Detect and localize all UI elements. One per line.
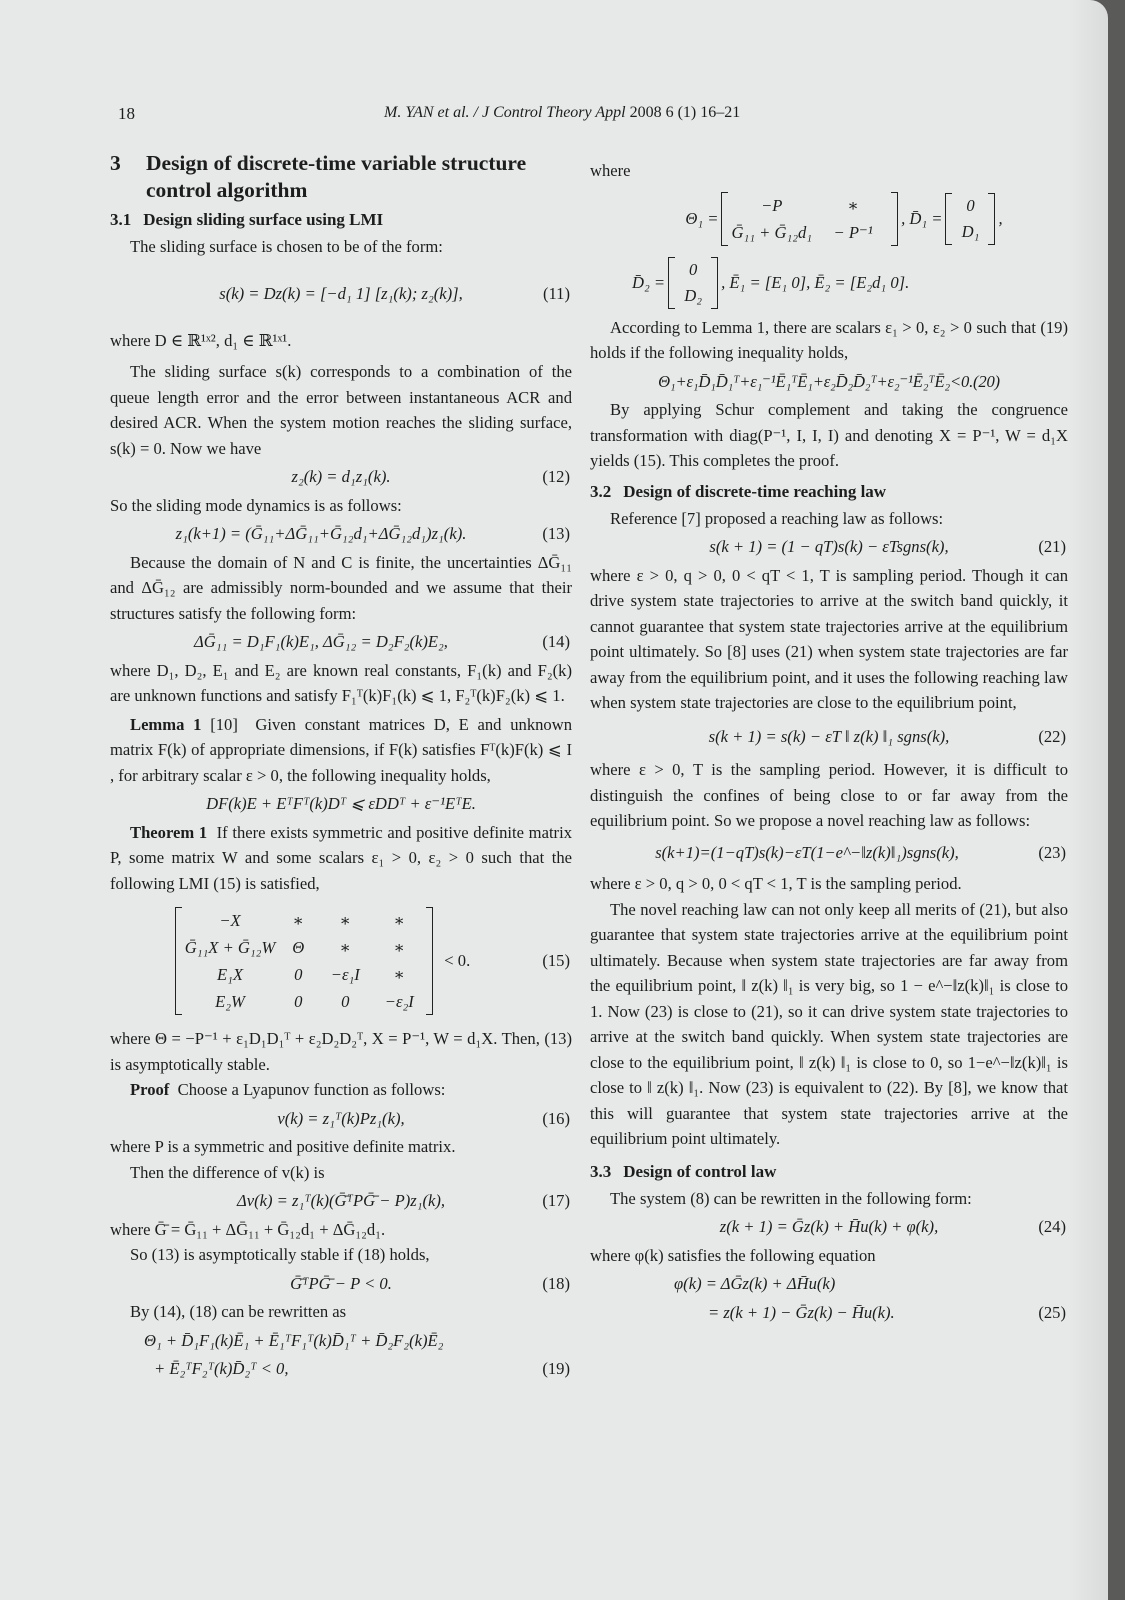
equation-20 [590,369,1068,395]
equation-25b [590,1300,1068,1326]
equation-14 [110,629,572,655]
equation-number: (22) [1038,726,1066,746]
left-column [110,150,572,1385]
d2-col [678,257,708,309]
section-number: 3 [110,151,121,175]
running-head-authors: M. YAN et al. [384,104,470,121]
paragraph: Then the difference of v(k) is [130,1162,325,1182]
d2-cell: 0 [688,259,698,279]
proof [110,1077,572,1103]
lmi-cell: ∗ [292,911,304,930]
lmi-cell: 0 [294,992,303,1011]
paragraph: where P is a symmetric and positive definite matrix. [110,1137,456,1156]
equation-number: (18) [542,1273,570,1293]
right-bracket [891,192,898,246]
equation-number: (19) [542,1359,570,1378]
equation-23 [590,840,1068,866]
running-head-issue: 2008 6 (1) 16–21 [629,104,741,121]
lmi-matrix [172,907,470,1015]
equation-number: (16) [542,1108,570,1128]
paragraph: So the sliding mode dynamics is as follows: [110,495,402,515]
equation-19b [110,1356,572,1382]
equation-21-body: s(k + 1) = (1 − qT)s(k) − εTsgns(k), [709,537,949,556]
subsection-number: 3.2 [590,481,612,501]
equation-13 [110,521,572,547]
equation-number: (17) [542,1191,570,1210]
equation-24-body: z(k + 1) = Ḡz(k) + H̄u(k) + φ(k), [719,1217,939,1236]
lmi-cell: ∗ [393,911,405,930]
subsection-title: Design sliding surface using LMI [143,210,384,229]
equation-21 [590,534,1068,560]
paragraph: where ε > 0, T is the sampling period. However, it is difficult to distinguish the confines of being close to or far away from the equilibrium point. So we propose a novel reaching law as follows: [590,760,1068,830]
lmi-cell: −ε₁I [330,965,360,984]
paragraph: Reference [7] proposed a reaching law as follows: [610,508,944,528]
theta1-cell: Ḡ₁₁ + Ḡ₁₂d₁ [731,222,813,242]
proof-text: Choose a Lyapunov function as follows: [177,1080,446,1099]
paragraph: The sliding surface s(k) corresponds to a combination of the queue length error and the error between instantaneous ACR and desired ACR. When the system motion reaches the sliding surface, s(k) = 0. Now we have [110,362,572,458]
equation-number: (12) [542,467,570,486]
equation-17 [110,1188,572,1214]
equation-22 [590,724,1068,750]
section-title: Design of discrete-time variable structure control algorithm [146,151,527,202]
paragraph: According to Lemma 1, there are scalars ε₁ > 0, ε₂ > 0 such that (19) holds if the following inequality holds, [590,317,1068,362]
theta1-matrix [718,192,901,246]
equation-13-body: z₁(k+1) = (Ḡ₁₁+ΔḠ₁₁+Ḡ₁₂d₁+ΔḠ₁₂d₁)z₁(k). [175,524,467,543]
subsection-heading-3-1 [110,208,572,232]
lmi-grid [185,907,424,1015]
equation-16 [110,1106,572,1132]
lmi-cell: ∗ [393,938,405,957]
equation-15 [110,902,572,1020]
paragraph: The sliding surface is chosen to be of the form: [130,237,443,256]
equation-19a-body: Θ₁ + D̄₁F₁(k)Ē₁ + Ē₁ᵀF₁ᵀ(k)D̄₁ᵀ + D̄₂F₂(k)Ē₂ [144,1330,444,1350]
equation-number: (14) [542,632,570,651]
lemma-text: Given constant matrices D, E and unknown matrix F(k) of appropriate dimensions, if F(k) satisfies Fᵀ(k)F(k) ⩽ I , for arbitrary scalar ε > 0, the following inequality holds, [110,714,572,785]
subsection-title: Design of discrete-time reaching law [623,481,887,501]
paragraph: where [590,161,631,180]
equation-number: (24) [1038,1217,1066,1236]
subsection-title: Design of control law [623,1161,777,1181]
theorem-1 [110,820,572,897]
equation-12 [110,464,572,490]
equation-12-body: z₂(k) = d₁z₁(k). [291,467,391,486]
lmi-cell: ∗ [339,911,351,930]
subsection-heading-3-3 [590,1160,1068,1184]
equation-25a [590,1271,1068,1297]
paragraph: where ε > 0, q > 0, 0 < qT < 1, T is sampling period. Though it can drive system state trajectories to arrive at the switch band quickly, it cannot guarantee that system state trajectories arrive at the equilibrium point ultimately. So [8] uses (21) when system state trajectories are far away from the equilibrium point, and it uses the following reaching law when system state trajectories are close to the equilibrium point, [590,565,1068,712]
equation-theta1: Θ₁ = −P ∗ Ḡ₁₁ + Ḡ₁₂d₁ − P⁻¹ , D̄₁ = 0 D₁ , [590,187,1068,251]
page-number: 18 [118,104,135,123]
equation-number: (13) [542,524,570,543]
d1-col [955,193,985,245]
right-column [590,158,1068,1328]
lmi-cell: E₂W [215,992,245,1011]
left-bracket [668,257,675,309]
equation-14-body: ΔḠ₁₁ = D₁F₁(k)E₁, ΔḠ₁₂ = D₂F₂(k)E₂, [194,632,448,651]
equation-24 [590,1214,1068,1240]
paragraph: Because the domain of N and C is finite, the uncertainties ΔḠ₁₁ and ΔḠ₁₂ are admissibly norm-bounded and we assume that their structures satisfy the following form: [110,552,572,623]
section-heading [110,150,572,204]
lmi-cell: ∗ [393,965,405,984]
lmi-cell: 0 [341,992,350,1011]
equation-number: (21) [1038,537,1066,556]
equation-17-body: Δv(k) = z₁ᵀ(k)(Ḡ̄ᵀPḠ̄ − P)z₁(k), [236,1191,446,1210]
theta1-cell: ∗ [847,195,859,215]
paragraph: where ε > 0, q > 0, 0 < qT < 1, T is the sampling period. [590,874,962,893]
equation-20-body: Θ₁+ε₁D̄₁D̄₁ᵀ+ε₁⁻¹Ē₁ᵀĒ₁+ε₂D̄₂D̄₂ᵀ+ε₂⁻¹Ē₂ᵀĒ₂<0.(20) [658,371,1000,391]
running-head: M. YAN et al. / J Control Theory Appl 2008 6 (1) 16–21 [384,104,741,121]
equation-lemma [110,791,572,817]
equation-25b-body: = z(k + 1) − Ḡz(k) − H̄u(k). [708,1302,895,1322]
lmi-cell: Ḡ₁₁X + Ḡ₁₂W [184,938,276,957]
subsection-heading-3-2 [590,480,1068,504]
left-bracket [175,907,182,1015]
paragraph: So (13) is asymptotically stable if (18) holds, [130,1245,430,1264]
equation-23-body: s(k+1)=(1−qT)s(k)−εT(1−e^−‖z(k)‖₁)sgns(k), [655,842,959,862]
lmi-cell: 0 [294,965,303,984]
equation-11-body: s(k) = Dz(k) = [−d₁ 1] [z₁(k); z₂(k)], [219,283,463,303]
running-head-journal: J Control Theory Appl [482,104,626,121]
equation-number: (15) [542,951,570,971]
theta1-cell: −P [761,195,783,215]
d2-matrix [665,257,721,309]
paragraph: where D ∈ ℝ¹ˣ², d₁ ∈ ℝ¹ˣ¹. [110,330,292,350]
right-bracket [988,193,995,245]
equation-22-body: s(k + 1) = s(k) − εT ‖ z(k) ‖₁ sgns(k), [708,726,950,746]
subsection-number: 3.3 [590,1161,612,1181]
equation-18 [110,1271,572,1297]
paragraph: where D₁, D₂, E₁ and E₂ are known real constants, F₁(k) and F₂(k) are unknown functions and satisfy F₁ᵀ(k)F₁(k) ⩽ 1, F₂ᵀ(k)F₂(k) ⩽ 1. [110,660,572,705]
equation-18-body: Ḡ̄ᵀPḠ̄ − P < 0. [290,1273,392,1293]
lmi-rhs: < 0. [444,951,471,971]
paragraph: By applying Schur complement and taking the congruence transformation with diag(P⁻¹, I, I, I) and denoting X = P⁻¹, W = d₁X yields (15). This completes the proof. [590,400,1068,470]
d2-lhs: D̄₂ = [632,272,666,292]
paragraph: where Ḡ̄ = Ḡ₁₁ + ΔḠ₁₁ + Ḡ₁₂d₁ + ΔḠ₁₂d₁. [110,1219,386,1239]
theta1-cell: − P⁻¹ [833,222,873,242]
equation-25a-body: φ(k) = ΔḠz(k) + ΔH̄u(k) [674,1274,836,1293]
d1-matrix [942,193,998,245]
equation-19a [110,1328,572,1354]
equation-number: (23) [1038,842,1066,862]
lemma-label: Lemma 1 [130,714,202,734]
page-edge-shadow [1068,0,1108,1600]
lmi-cell: Θ [292,938,305,957]
theorem-text: If there exists symmetric and positive definite matrix P, some matrix W and some scalars ε₁ > 0, ε₂ > 0 such that the following LMI (15) is satisfied, [110,822,572,893]
left-bracket [945,193,952,245]
d2-cell: D₂ [684,285,702,305]
equation-11 [110,263,572,325]
equation-19b-body: + Ē₂ᵀF₂ᵀ(k)D̄₂ᵀ < 0, [154,1359,289,1378]
d1-lhs: , D̄₁ = [901,208,943,228]
right-bracket [711,257,718,309]
lemma-ref: [10] [210,714,238,734]
paragraph: By (14), (18) can be rewritten as [130,1302,347,1321]
theta1-lhs: Θ₁ = [685,208,719,228]
equation-lemma-body: DF(k)E + EᵀFᵀ(k)Dᵀ ⩽ εDDᵀ + ε⁻¹EᵀE. [206,794,476,813]
lmi-cell: −X [219,911,241,930]
equation-number: (11) [542,283,570,303]
paragraph: The novel reaching law can not only keep all merits of (21), but also guarantee that system state trajectories arrive at the equilibrium point ultimately. Because when system state trajectories are far away from the equilibrium point, ‖ z(k) ‖₁ is very big, so 1 − e^−‖z(k)‖₁ is close to 1. Now (23) is close to (21), so it can drive system state trajectories to arrive at the switch band quickly. When system state trajectories are close to the equilibrium point, ‖ z(k) ‖₁ is close to 0, so 1−e^−‖z(k)‖₁ is close to ‖ z(k) ‖₁. Now (23) is equivalent to (22). By [8], we know that this will guarantee that system state trajectories arrive at the equilibrium point ultimately. [590,899,1068,1148]
subsection-number: 3.1 [110,210,132,229]
theta1-grid [731,192,888,246]
lmi-cell: −ε₂I [384,992,414,1011]
d1-cell: D₁ [961,221,980,241]
lmi-cell: E₁X [216,965,244,984]
equation-16-body: v(k) = z₁ᵀ(k)Pz₁(k), [277,1108,405,1128]
equation-number: (25) [1038,1302,1066,1322]
d1-cell: 0 [966,195,975,215]
right-bracket [426,907,433,1015]
left-bracket [721,192,728,246]
paragraph: where φ(k) satisfies the following equation [590,1245,876,1265]
equation-d2 [590,254,1068,312]
theorem-label: Theorem 1 [130,822,208,842]
paragraph: The system (8) can be rewritten in the following form: [610,1188,972,1208]
lmi-cell: ∗ [339,938,351,957]
paragraph: where Θ = −P⁻¹ + ε₁D₁D₁ᵀ + ε₂D₂D₂ᵀ, X = P⁻¹, W = d₁X. Then, (13) is asymptotically stable. [110,1029,572,1074]
lemma-1 [110,712,572,789]
e-definitions: , Ē₁ = [E₁ 0], Ē₂ = [E₂d₁ 0]. [721,272,910,292]
proof-label: Proof [130,1080,170,1099]
